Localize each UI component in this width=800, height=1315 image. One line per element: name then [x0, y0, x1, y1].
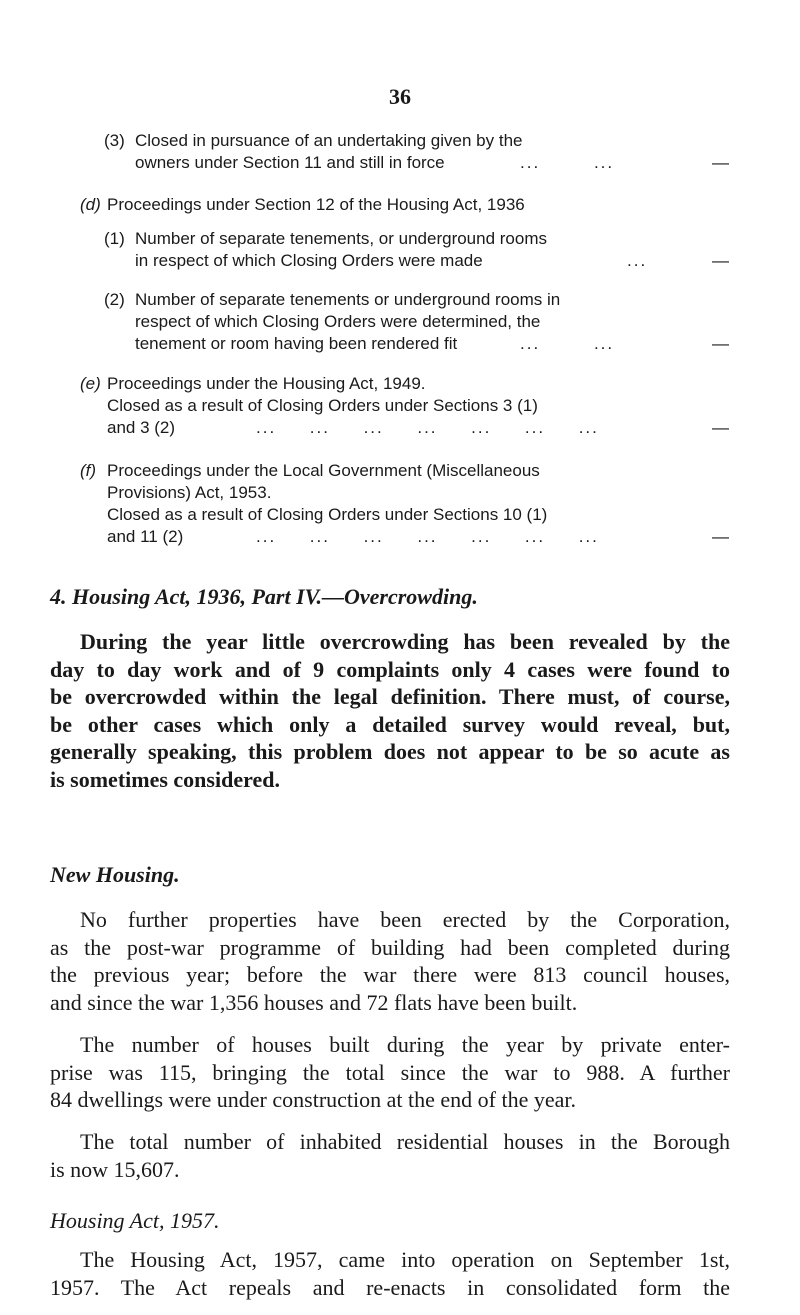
item-value: —	[712, 418, 729, 437]
section-heading-overcrowding: 4. Housing Act, 1936, Part IV.—Overcrowding.	[50, 584, 478, 609]
item-line: Closed in pursuance of an undertaking given by the	[135, 131, 523, 150]
item-label: (1)	[104, 229, 125, 248]
new-housing-paragraph-2	[50, 1031, 730, 1114]
overcrowding-paragraph	[50, 628, 730, 793]
item-line: Number of separate tenements, or underground rooms	[135, 229, 548, 248]
housing-act-1957-paragraph	[50, 1246, 730, 1301]
item-line: Number of separate tenements or underground rooms in	[135, 290, 561, 309]
item-line: Provisions) Act, 1953.	[107, 483, 272, 502]
item-line: and 3 (2)	[107, 418, 176, 437]
item-line: Closed as a result of Closing Orders under Sections 3 (1)	[107, 396, 538, 415]
item-label: (e)	[80, 374, 101, 393]
item-line: and 11 (2)	[107, 527, 184, 546]
closure-item-d	[0, 194, 800, 216]
item-value: —	[712, 334, 729, 353]
paragraph-line: No further properties have been erected by the Corporation,	[80, 907, 730, 932]
item-line: Closed as a result of Closing Orders under Sections 10 (1)	[107, 505, 548, 524]
paragraph-line: is now 15,607.	[50, 1156, 180, 1182]
closure-item-2	[0, 289, 800, 355]
paragraph-line: The total number of inhabited residential houses in the Borough	[80, 1129, 730, 1154]
item-line: Proceedings under the Housing Act, 1949.	[107, 374, 426, 393]
closure-item-e	[0, 373, 800, 439]
item-line: Proceedings under the Local Government (Miscellaneous	[107, 461, 540, 480]
item-line: owners under Section 11 and still in force	[135, 153, 445, 172]
paragraph-line: During the year little overcrowding has been revealed by the	[80, 629, 730, 654]
paragraph-line: The Housing Act, 1957, came into operation on September 1st,	[80, 1247, 730, 1272]
item-line: in respect of which Closing Orders were made	[135, 251, 483, 270]
paragraph-line: be other cases which only a detailed survey would reveal, but,	[50, 711, 730, 737]
section-heading-housing-act-1957: Housing Act, 1957.	[50, 1208, 220, 1233]
leader-dots: ... ...	[520, 153, 615, 172]
item-line: Proceedings under Section 12 of the Housing Act, 1936	[107, 195, 525, 214]
closure-item-f	[0, 460, 800, 548]
item-line: respect of which Closing Orders were determined, the	[135, 312, 541, 331]
closure-item-1	[0, 228, 800, 272]
closure-item-3	[0, 130, 800, 174]
item-value: —	[712, 527, 729, 546]
paragraph-line: the previous year; before the war there were 813 council houses,	[50, 962, 730, 987]
section-heading-new-housing: New Housing.	[50, 862, 180, 887]
leader-dots: ... ... ... ... ... ... ...	[256, 527, 599, 546]
new-housing-paragraph-1	[50, 906, 730, 1016]
paragraph-line: day to day work and of 9 complaints only 4 cases were found to	[50, 656, 730, 682]
paragraph-line: as the post-war programme of building had been completed during	[50, 934, 730, 960]
item-line: tenement or room having been rendered fit	[135, 334, 458, 353]
item-label: (f)	[80, 461, 97, 480]
item-value: —	[712, 251, 729, 270]
paragraph-line: is sometimes considered.	[50, 766, 280, 792]
item-label: (2)	[104, 290, 125, 309]
paragraph-line: The number of houses built during the year by private enter-	[80, 1032, 730, 1057]
paragraph-line: 84 dwellings were under construction at the end of the year.	[50, 1087, 577, 1112]
leader-dots: ... ... ... ... ... ... ...	[256, 418, 599, 437]
page-number: 36	[389, 84, 411, 109]
item-label: (d)	[80, 195, 101, 214]
paragraph-line: be overcrowded within the legal definition. There must, of course,	[50, 684, 730, 709]
paragraph-line: generally speaking, this problem does not appear to be so acute as	[50, 739, 730, 764]
new-housing-paragraph-3	[50, 1128, 730, 1183]
paragraph-line: 1957. The Act repeals and re-enacts in consolidated form the	[50, 1274, 730, 1300]
item-label: (3)	[104, 131, 125, 150]
paragraph-line: prise was 115, bringing the total since the war to 988. A further	[50, 1059, 730, 1085]
leader-dots: ... ...	[520, 334, 615, 353]
paragraph-line: and since the war 1,356 houses and 72 flats have been built.	[50, 989, 578, 1015]
leader-dots: ...	[627, 251, 648, 270]
item-value: —	[712, 153, 729, 172]
